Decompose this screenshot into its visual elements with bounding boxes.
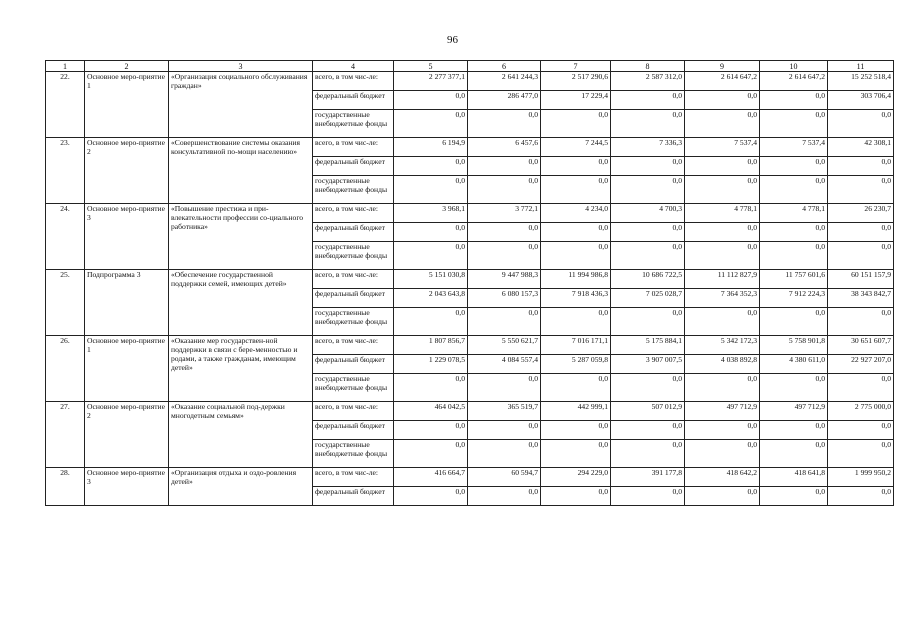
amount-cell: 0,0 (541, 440, 611, 468)
amount-cell: 0,0 (828, 157, 894, 176)
amount-cell: 0,0 (760, 91, 828, 110)
column-number-4: 4 (313, 61, 394, 72)
amount-cell: 418 641,8 (760, 468, 828, 487)
funding-source-federal: федеральный бюджет (313, 223, 394, 242)
amount-cell: 2 043 643,8 (394, 289, 468, 308)
event-name: «Организация отдыха и оздо-ровления детей» (169, 468, 313, 506)
amount-cell: 0,0 (468, 223, 541, 242)
column-number-7: 7 (541, 61, 611, 72)
amount-cell: 2 277 377,1 (394, 72, 468, 91)
amount-cell: 0,0 (611, 440, 685, 468)
amount-cell: 2 614 647,2 (685, 72, 760, 91)
amount-cell: 22 927 207,0 (828, 355, 894, 374)
event-type: Основное меро-приятие 3 (85, 468, 169, 506)
column-number-3: 3 (169, 61, 313, 72)
amount-cell: 0,0 (468, 157, 541, 176)
funding-source-funds: государственные внебюджетные фонды (313, 242, 394, 270)
row-number: 28. (46, 468, 85, 506)
amount-cell: 0,0 (394, 440, 468, 468)
amount-cell: 6 080 157,3 (468, 289, 541, 308)
amount-cell: 38 343 842,7 (828, 289, 894, 308)
amount-cell: 0,0 (394, 421, 468, 440)
row-number: 25. (46, 270, 85, 336)
table-body (46, 72, 894, 506)
event-name: «Повышение престижа и при-влекательности профессии со-циального работника» (169, 204, 313, 270)
amount-cell: 0,0 (828, 242, 894, 270)
amount-cell: 0,0 (394, 487, 468, 506)
amount-cell: 1 229 078,5 (394, 355, 468, 374)
amount-cell: 42 308,1 (828, 138, 894, 157)
amount-cell: 0,0 (394, 176, 468, 204)
amount-cell: 26 230,7 (828, 204, 894, 223)
funding-source-total: всего, в том чис-ле: (313, 204, 394, 223)
amount-cell: 0,0 (611, 374, 685, 402)
amount-cell: 30 651 607,7 (828, 336, 894, 355)
amount-cell: 0,0 (828, 223, 894, 242)
amount-cell: 464 042,5 (394, 402, 468, 421)
amount-cell: 0,0 (468, 242, 541, 270)
amount-cell: 60 151 157,9 (828, 270, 894, 289)
amount-cell: 0,0 (611, 110, 685, 138)
amount-cell: 0,0 (760, 223, 828, 242)
amount-cell: 0,0 (828, 110, 894, 138)
column-number-5: 5 (394, 61, 468, 72)
event-type: Основное меро-приятие 1 (85, 336, 169, 402)
funding-source-federal: федеральный бюджет (313, 487, 394, 506)
amount-cell: 0,0 (685, 440, 760, 468)
amount-cell: 5 342 172,3 (685, 336, 760, 355)
amount-cell: 0,0 (611, 157, 685, 176)
funding-source-federal: федеральный бюджет (313, 289, 394, 308)
amount-cell: 0,0 (541, 157, 611, 176)
amount-cell: 497 712,9 (685, 402, 760, 421)
amount-cell: 0,0 (611, 487, 685, 506)
event-type: Основное меро-приятие 2 (85, 138, 169, 204)
amount-cell: 0,0 (685, 110, 760, 138)
amount-cell: 0,0 (394, 223, 468, 242)
amount-cell: 442 999,1 (541, 402, 611, 421)
amount-cell: 0,0 (541, 308, 611, 336)
funding-source-federal: федеральный бюджет (313, 421, 394, 440)
amount-cell: 0,0 (685, 308, 760, 336)
row-number: 22. (46, 72, 85, 138)
funding-source-total: всего, в том чис-ле: (313, 336, 394, 355)
amount-cell: 10 686 722,5 (611, 270, 685, 289)
page-number: 96 (447, 34, 458, 46)
amount-cell: 418 642,2 (685, 468, 760, 487)
amount-cell: 391 177,8 (611, 468, 685, 487)
amount-cell: 17 229,4 (541, 91, 611, 110)
amount-cell: 7 912 224,3 (760, 289, 828, 308)
event-name: «Организация социального обслуживания граждан» (169, 72, 313, 138)
amount-cell: 5 287 059,8 (541, 355, 611, 374)
funding-source-total: всего, в том чис-ле: (313, 468, 394, 487)
amount-cell: 303 706,4 (828, 91, 894, 110)
row-number: 24. (46, 204, 85, 270)
amount-cell: 7 364 352,3 (685, 289, 760, 308)
amount-cell: 7 537,4 (685, 138, 760, 157)
column-number-10: 10 (760, 61, 828, 72)
amount-cell: 0,0 (685, 176, 760, 204)
amount-cell: 0,0 (468, 176, 541, 204)
amount-cell: 2 517 290,6 (541, 72, 611, 91)
amount-cell: 0,0 (685, 421, 760, 440)
funding-source-federal: федеральный бюджет (313, 91, 394, 110)
amount-cell: 0,0 (828, 487, 894, 506)
amount-cell: 497 712,9 (760, 402, 828, 421)
event-name: «Обеспечение государственной поддержки семей, имеющих детей» (169, 270, 313, 336)
amount-cell: 0,0 (611, 223, 685, 242)
funding-source-funds: государственные внебюджетные фонды (313, 308, 394, 336)
amount-cell: 11 994 986,8 (541, 270, 611, 289)
amount-cell: 0,0 (760, 157, 828, 176)
amount-cell: 1 807 856,7 (394, 336, 468, 355)
amount-cell: 0,0 (541, 487, 611, 506)
table-row (46, 402, 894, 421)
table-row (46, 204, 894, 223)
amount-cell: 0,0 (760, 110, 828, 138)
amount-cell: 3 772,1 (468, 204, 541, 223)
amount-cell: 9 447 988,3 (468, 270, 541, 289)
amount-cell: 0,0 (394, 374, 468, 402)
event-name: «Оказание социальной под-держки многодетным семьям» (169, 402, 313, 468)
amount-cell: 7 918 436,3 (541, 289, 611, 308)
amount-cell: 4 380 611,0 (760, 355, 828, 374)
amount-cell: 0,0 (394, 91, 468, 110)
amount-cell: 7 244,5 (541, 138, 611, 157)
amount-cell: 0,0 (685, 223, 760, 242)
amount-cell: 0,0 (685, 242, 760, 270)
amount-cell: 0,0 (541, 176, 611, 204)
amount-cell: 0,0 (541, 110, 611, 138)
funding-source-federal: федеральный бюджет (313, 157, 394, 176)
amount-cell: 1 999 950,2 (828, 468, 894, 487)
amount-cell: 15 252 518,4 (828, 72, 894, 91)
amount-cell: 3 968,1 (394, 204, 468, 223)
column-number-2: 2 (85, 61, 169, 72)
event-type: Основное меро-приятие 2 (85, 402, 169, 468)
event-type: Основное меро-приятие 3 (85, 204, 169, 270)
column-number-9: 9 (685, 61, 760, 72)
amount-cell: 5 151 030,8 (394, 270, 468, 289)
column-number-11: 11 (828, 61, 894, 72)
amount-cell: 4 778,1 (760, 204, 828, 223)
funding-source-funds: государственные внебюджетные фонды (313, 374, 394, 402)
amount-cell: 0,0 (611, 242, 685, 270)
amount-cell: 5 550 621,7 (468, 336, 541, 355)
amount-cell: 2 614 647,2 (760, 72, 828, 91)
amount-cell: 294 229,0 (541, 468, 611, 487)
amount-cell: 0,0 (394, 308, 468, 336)
table-row (46, 138, 894, 157)
amount-cell: 2 587 312,0 (611, 72, 685, 91)
amount-cell: 0,0 (611, 421, 685, 440)
amount-cell: 4 084 557,4 (468, 355, 541, 374)
amount-cell: 0,0 (828, 421, 894, 440)
amount-cell: 0,0 (541, 421, 611, 440)
amount-cell: 4 234,0 (541, 204, 611, 223)
amount-cell: 11 757 601,6 (760, 270, 828, 289)
table-row (46, 336, 894, 355)
amount-cell: 7 537,4 (760, 138, 828, 157)
event-type: Основное меро-приятие 1 (85, 72, 169, 138)
table-row (46, 270, 894, 289)
amount-cell: 0,0 (760, 176, 828, 204)
funding-source-funds: государственные внебюджетные фонды (313, 176, 394, 204)
column-number-row (46, 61, 894, 72)
amount-cell: 6 457,6 (468, 138, 541, 157)
amount-cell: 5 758 901,8 (760, 336, 828, 355)
amount-cell: 0,0 (685, 374, 760, 402)
amount-cell: 0,0 (468, 487, 541, 506)
amount-cell: 7 025 028,7 (611, 289, 685, 308)
amount-cell: 0,0 (828, 374, 894, 402)
amount-cell: 0,0 (685, 157, 760, 176)
amount-cell: 0,0 (760, 374, 828, 402)
amount-cell: 0,0 (685, 487, 760, 506)
amount-cell: 0,0 (468, 308, 541, 336)
amount-cell: 6 194,9 (394, 138, 468, 157)
amount-cell: 0,0 (468, 374, 541, 402)
funding-source-total: всего, в том чис-ле: (313, 72, 394, 91)
amount-cell: 0,0 (468, 110, 541, 138)
amount-cell: 0,0 (760, 440, 828, 468)
funding-source-total: всего, в том чис-ле: (313, 270, 394, 289)
amount-cell: 4 038 892,8 (685, 355, 760, 374)
amount-cell: 0,0 (541, 223, 611, 242)
amount-cell: 416 664,7 (394, 468, 468, 487)
amount-cell: 0,0 (394, 242, 468, 270)
amount-cell: 0,0 (760, 421, 828, 440)
event-type: Подпрограмма 3 (85, 270, 169, 336)
amount-cell: 0,0 (828, 176, 894, 204)
funding-source-federal: федеральный бюджет (313, 355, 394, 374)
row-number: 26. (46, 336, 85, 402)
column-number-8: 8 (611, 61, 685, 72)
amount-cell: 0,0 (468, 440, 541, 468)
amount-cell: 3 907 007,5 (611, 355, 685, 374)
amount-cell: 0,0 (611, 176, 685, 204)
amount-cell: 4 700,3 (611, 204, 685, 223)
amount-cell: 5 175 884,1 (611, 336, 685, 355)
funding-source-funds: государственные внебюджетные фонды (313, 440, 394, 468)
funding-source-total: всего, в том чис-ле: (313, 402, 394, 421)
amount-cell: 0,0 (760, 242, 828, 270)
column-number-6: 6 (468, 61, 541, 72)
row-number: 27. (46, 402, 85, 468)
event-name: «Оказание мер государствен-ной поддержки в связи с бере-менностью и родами, а также гражданам, имеющим детей» (169, 336, 313, 402)
column-number-1: 1 (46, 61, 85, 72)
amount-cell: 0,0 (611, 91, 685, 110)
amount-cell: 0,0 (685, 91, 760, 110)
amount-cell: 7 016 171,1 (541, 336, 611, 355)
amount-cell: 0,0 (828, 440, 894, 468)
amount-cell: 0,0 (541, 242, 611, 270)
amount-cell: 0,0 (468, 421, 541, 440)
amount-cell: 0,0 (611, 308, 685, 336)
amount-cell: 60 594,7 (468, 468, 541, 487)
amount-cell: 2 641 244,3 (468, 72, 541, 91)
budget-table (45, 60, 894, 506)
amount-cell: 0,0 (541, 374, 611, 402)
funding-source-total: всего, в том чис-ле: (313, 138, 394, 157)
amount-cell: 0,0 (828, 308, 894, 336)
amount-cell: 286 477,0 (468, 91, 541, 110)
funding-source-funds: государственные внебюджетные фонды (313, 110, 394, 138)
event-name: «Совершенствование системы оказания консультативной по-мощи населению» (169, 138, 313, 204)
amount-cell: 11 112 827,9 (685, 270, 760, 289)
amount-cell: 4 778,1 (685, 204, 760, 223)
amount-cell: 0,0 (394, 157, 468, 176)
amount-cell: 7 336,3 (611, 138, 685, 157)
row-number: 23. (46, 138, 85, 204)
amount-cell: 507 012,9 (611, 402, 685, 421)
amount-cell: 0,0 (760, 308, 828, 336)
amount-cell: 2 775 000,0 (828, 402, 894, 421)
amount-cell: 0,0 (394, 110, 468, 138)
table-row (46, 468, 894, 487)
amount-cell: 365 519,7 (468, 402, 541, 421)
table-row (46, 72, 894, 91)
amount-cell: 0,0 (760, 487, 828, 506)
